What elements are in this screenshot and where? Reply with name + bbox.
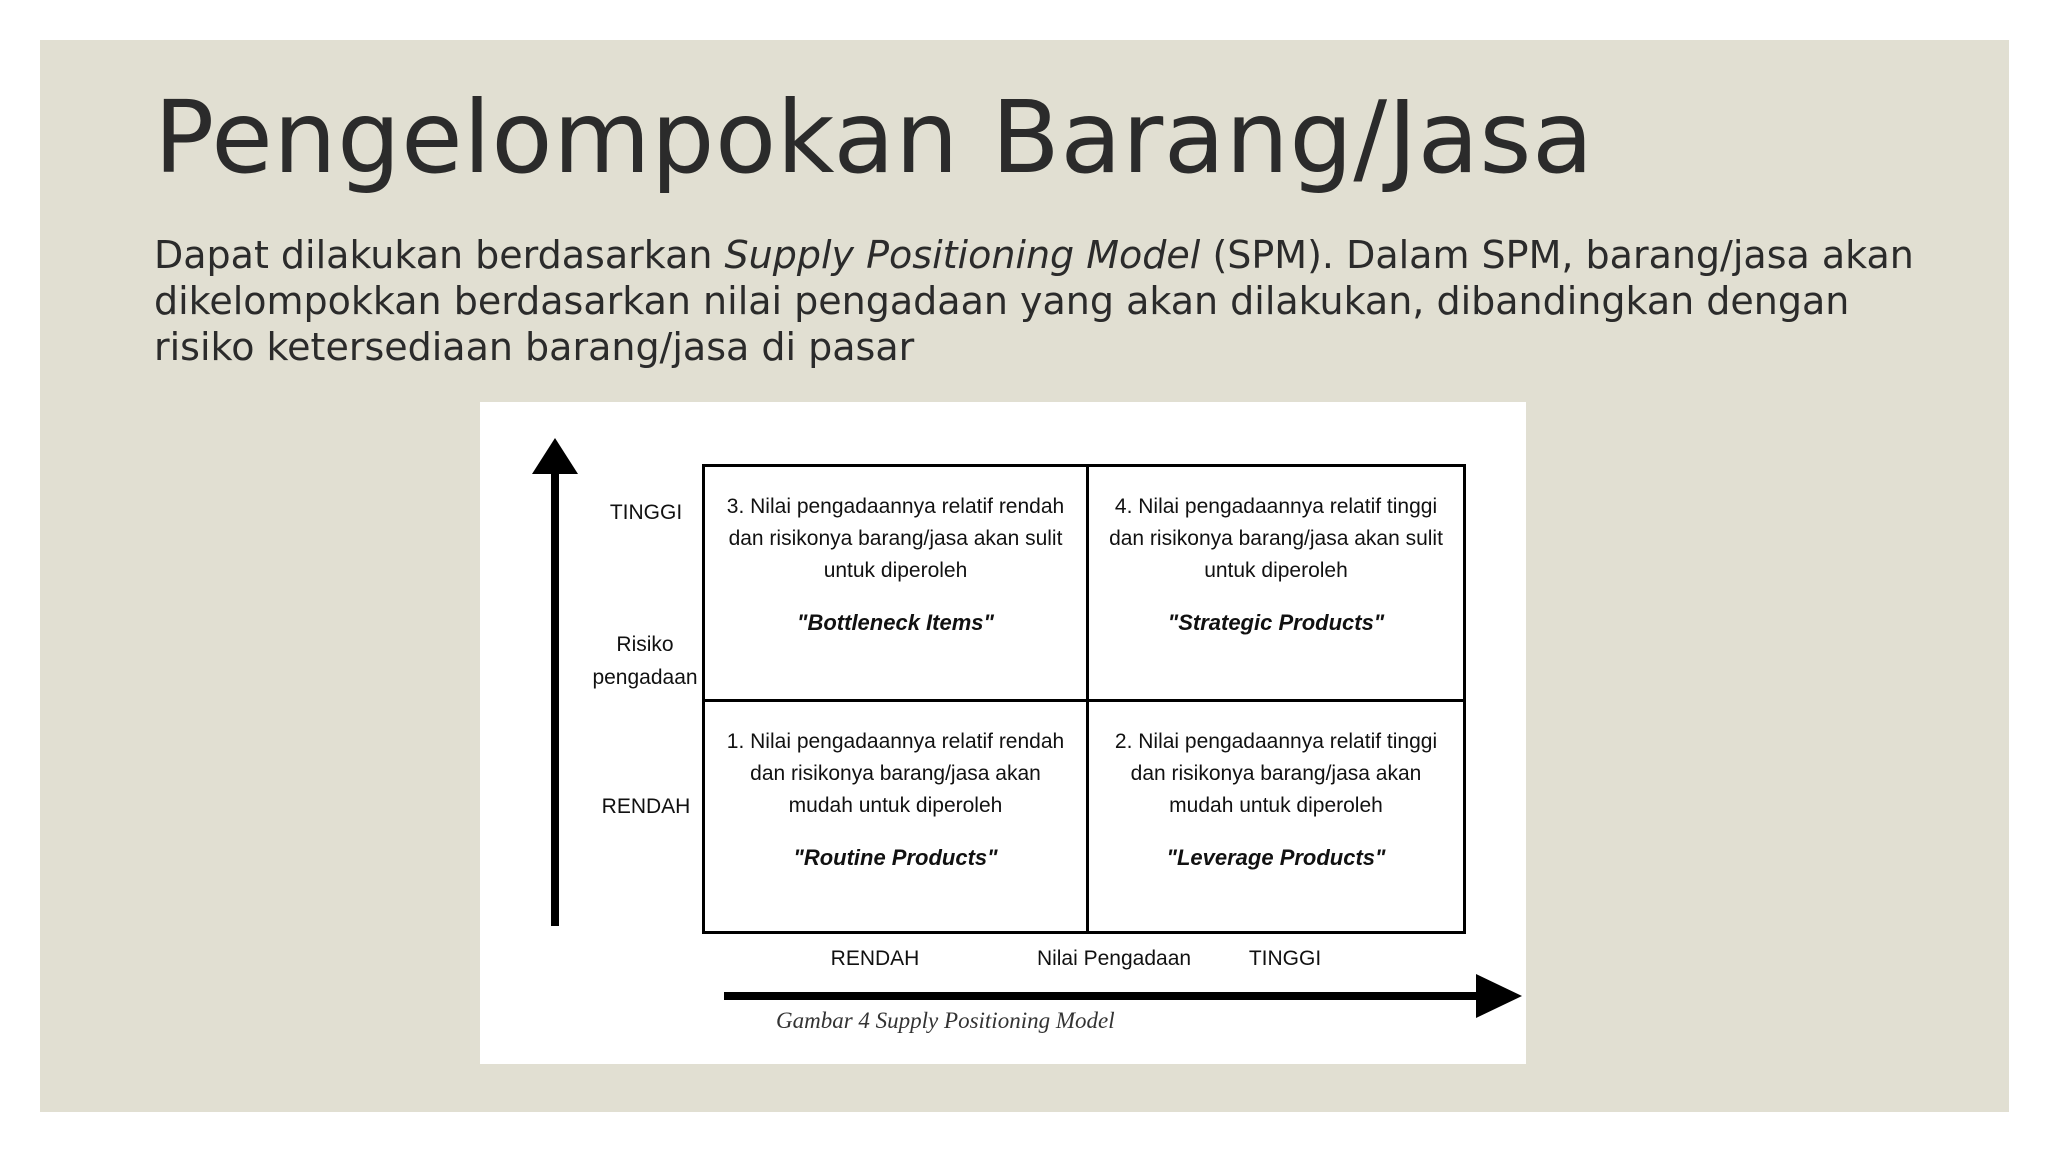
paragraph-italic-term: Supply Positioning Model xyxy=(724,233,1201,277)
quadrant-category: "Routine Products" xyxy=(793,845,998,870)
quadrant-routine xyxy=(705,702,1089,931)
quadrant-desc-line: mudah untuk diperoleh xyxy=(788,794,1003,817)
y-axis-title-line1: Risiko xyxy=(616,633,674,656)
x-axis-low-label: RENDAH xyxy=(830,947,920,970)
quadrant-leverage xyxy=(1089,702,1463,931)
quadrant-bottleneck xyxy=(705,467,1089,702)
y-axis-high-label: TINGGI xyxy=(609,501,683,524)
slide-paragraph xyxy=(154,232,1914,370)
quadrant-strategic xyxy=(1089,467,1463,702)
quadrant-category: "Strategic Products" xyxy=(1167,610,1385,635)
paragraph-text-2: (SPM). Dalam SPM, barang/jasa akan dikelompokkan berdasarkan nilai pengadaan yang akan dilakukan, dibandingkan dengan risiko ketersediaan barang/jasa di pasar xyxy=(154,233,1914,369)
y-axis-arrow xyxy=(532,438,578,926)
y-axis-title xyxy=(580,628,710,694)
slide-title: Pengelompokan Barang/Jasa xyxy=(154,79,1594,196)
x-axis-title: Nilai Pengadaan xyxy=(1036,947,1192,970)
spm-figure xyxy=(480,402,1526,1064)
spm-matrix xyxy=(702,464,1466,934)
quadrant-desc-line: dan risikonya barang/jasa akan sulit xyxy=(1109,527,1443,550)
quadrant-category: "Leverage Products" xyxy=(1166,845,1386,870)
y-axis-low-label: RENDAH xyxy=(601,795,691,818)
quadrant-desc-line: dan risikonya barang/jasa akan xyxy=(750,762,1041,785)
quadrant-desc-line: dan risikonya barang/jasa akan sulit xyxy=(728,527,1063,550)
quadrant-desc-line: untuk diperoleh xyxy=(823,559,968,582)
quadrant-desc-line: untuk diperoleh xyxy=(1204,559,1348,582)
quadrant-desc-line: 1. Nilai pengadaannya relatif rendah xyxy=(726,730,1065,753)
quadrant-desc-line: 4. Nilai pengadaannya relatif tinggi xyxy=(1114,495,1438,518)
paragraph-text-1: Dapat dilakukan berdasarkan xyxy=(154,233,725,277)
quadrant-desc-line: mudah untuk diperoleh xyxy=(1169,794,1383,817)
quadrant-desc-line: 3. Nilai pengadaannya relatif rendah xyxy=(726,495,1065,518)
quadrant-desc-line: 2. Nilai pengadaannya relatif tinggi xyxy=(1114,730,1438,753)
figure-caption: Gambar 4 Supply Positioning Model xyxy=(776,1008,1115,1033)
quadrant-desc-line: dan risikonya barang/jasa akan xyxy=(1130,762,1422,785)
slide xyxy=(40,40,2009,1112)
y-axis-title-line2: pengadaan xyxy=(592,666,698,689)
x-axis-high-label: TINGGI xyxy=(1248,947,1322,970)
quadrant-category: "Bottleneck Items" xyxy=(797,610,994,635)
